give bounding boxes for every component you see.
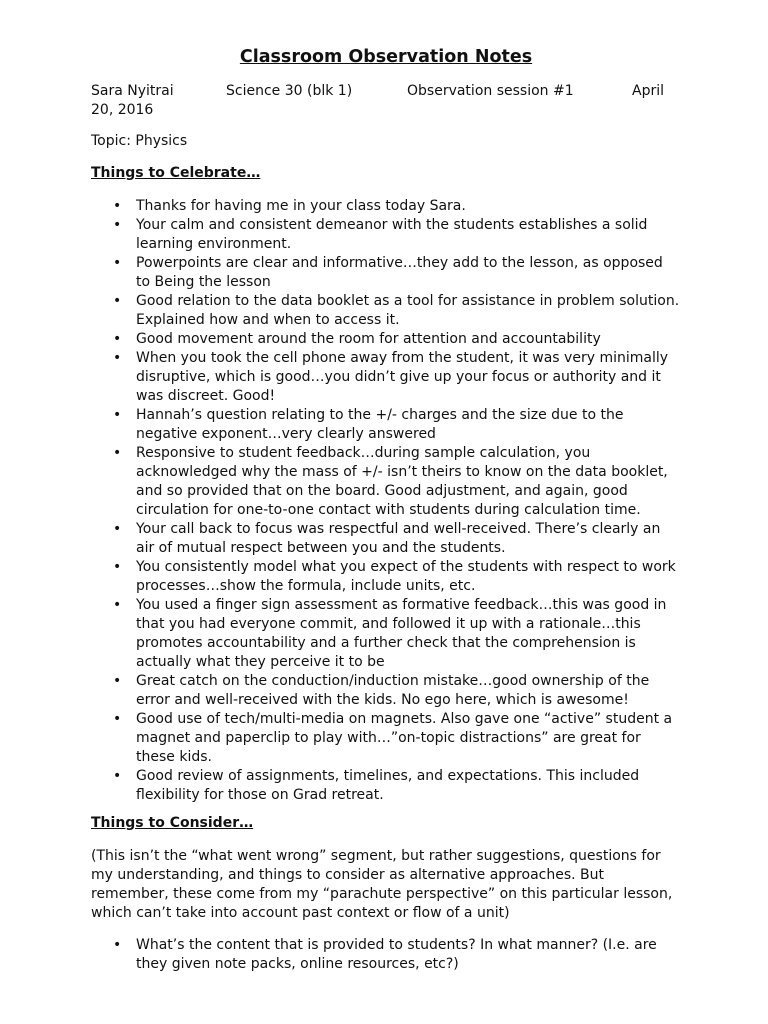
session-label: Observation session #1: [407, 83, 574, 99]
list-item: • Hannah’s question relating to the +/- charges and the size due to the negative exponent…very clearly answered: [91, 406, 681, 444]
list-item: • Good relation to the data booklet as a tool for assistance in problem solution. Explained how and when to access it.: [91, 292, 681, 330]
list-item: • Good movement around the room for attention and accountability: [91, 330, 681, 349]
date-part-1: April: [632, 83, 664, 99]
list-item: • You consistently model what you expect of the students with respect to work processes…show the formula, include units, etc.: [91, 558, 681, 596]
course-name: Science 30 (blk 1): [226, 83, 353, 99]
consider-intro: (This isn’t the “what went wrong” segment, but rather suggestions, questions for my understanding, and things to consider as alternative approaches. But remember, these come from my “parachute perspective” on this particular lesson, which can’t take into account past context or flow of a unit): [91, 848, 673, 921]
celebrate-list: [91, 197, 681, 805]
list-item: • Great catch on the conduction/induction mistake…good ownership of the error and well-received with the kids. No ego here, which is awesome!: [91, 672, 681, 710]
teacher-name: Sara Nyitrai: [91, 83, 174, 99]
date-part-2: 20, 2016: [91, 102, 154, 118]
list-item: • Responsive to student feedback…during sample calculation, you acknowledged why the mass of +/- isn’t theirs to know on the data booklet, and so provided that on the board. Good adjustment, and again, good circulation for one-to-one contact with students during calculation time.: [91, 444, 681, 520]
list-item: • Good use of tech/multi-media on magnets. Also gave one “active” student a magnet and paperclip to play with…”on-topic distractions” are great for these kids.: [91, 710, 681, 767]
header-meta: [91, 82, 681, 120]
consider-heading: Things to Consider…: [91, 815, 254, 831]
list-item: • Good review of assignments, timelines, and expectations. This included flexibility for those on Grad retreat.: [91, 767, 681, 805]
list-item: • Thanks for having me in your class today Sara.: [91, 197, 681, 216]
list-item: • Your call back to focus was respectful and well-received. There’s clearly an air of mutual respect between you and the students.: [91, 520, 681, 558]
list-item: • Your calm and consistent demeanor with the students establishes a solid learning environment.: [91, 216, 681, 254]
list-item: • You used a finger sign assessment as formative feedback…this was good in that you had everyone commit, and followed it up with a rationale…this promotes accountability and a further check that the comprehension is actually what they perceive it to be: [91, 596, 681, 672]
list-item: • Powerpoints are clear and informative…they add to the lesson, as opposed to Being the lesson: [91, 254, 681, 292]
celebrate-heading: Things to Celebrate…: [91, 165, 261, 181]
list-item: • What’s the content that is provided to students? In what manner? (I.e. are they given note packs, online resources, etc?): [91, 936, 681, 974]
list-item: • When you took the cell phone away from the student, it was very minimally disruptive, which is good…you didn’t give up your focus or authority and it was discreet. Good!: [91, 349, 681, 406]
page-title: Classroom Observation Notes: [239, 47, 533, 67]
topic-line: Topic: Physics: [91, 133, 188, 149]
consider-list: [91, 936, 681, 974]
